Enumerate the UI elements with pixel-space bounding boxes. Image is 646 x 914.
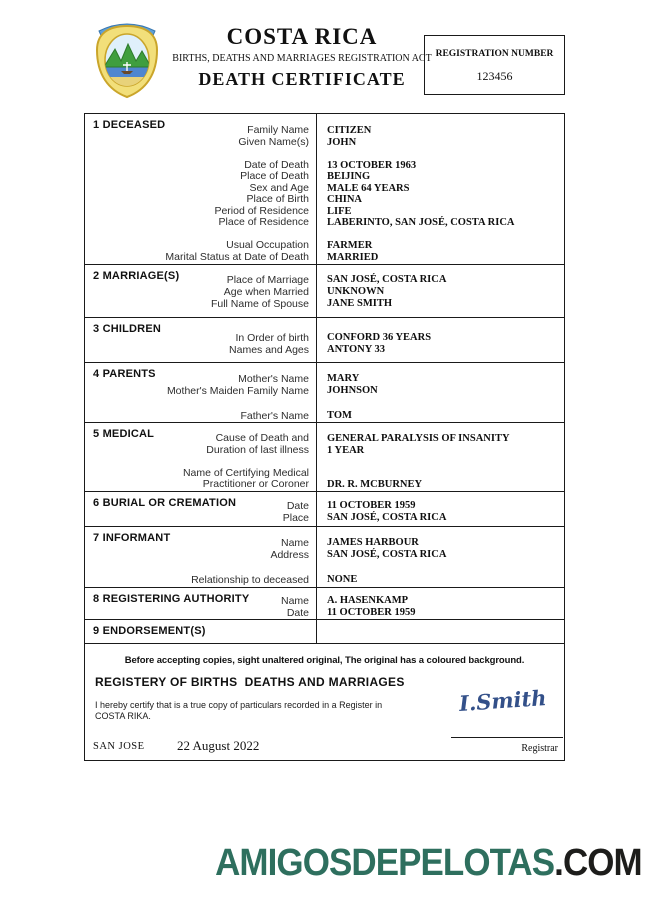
registry-title: REGISTERY OF BIRTHS DEATHS AND MARRIAGES xyxy=(95,675,405,689)
field-label: Relationship to deceased xyxy=(191,573,309,586)
field-value: UNKNOWN xyxy=(327,286,385,298)
certificate-table xyxy=(84,113,565,761)
act-subtitle: BIRTHS, DEATHS AND MARRIAGES REGISTRATION ACT xyxy=(172,53,432,64)
field-label: Age when Married xyxy=(223,286,309,299)
field-value: SAN JOSÉ, COSTA RICA xyxy=(327,549,447,561)
section-endorsements xyxy=(85,619,564,643)
section-title: 8 REGISTERING AUTHORITY xyxy=(93,593,250,605)
field-value: 11 OCTOBER 1959 xyxy=(327,607,416,619)
field-label: Place xyxy=(282,512,309,525)
section-parents xyxy=(85,362,564,422)
field-label: Full Name of Spouse xyxy=(210,298,309,311)
section-title: 6 BURIAL OR CREMATION xyxy=(93,497,237,509)
certify-text-line1: I hereby certify that is a true copy of particulars recorded in a Register in xyxy=(95,700,383,710)
field-value: JANE SMITH xyxy=(327,298,393,310)
costa-rica-emblem xyxy=(90,15,164,101)
field-value: MARY xyxy=(327,373,360,384)
field-label xyxy=(85,397,316,409)
field-value: CONFORD 36 YEARS xyxy=(327,332,432,343)
issue-date: 22 August 2022 xyxy=(177,738,260,753)
certification-footer xyxy=(85,643,564,760)
field-label: Date xyxy=(286,607,309,619)
field-value: SAN JOSÉ, COSTA RICA xyxy=(327,512,447,524)
field-value: DR. R. MCBURNEY xyxy=(327,479,423,491)
field-label: Practitioner or Coroner xyxy=(202,478,309,491)
field-label xyxy=(85,148,316,160)
field-label: Sex and Age xyxy=(249,181,309,194)
section-title: 1 DECEASED xyxy=(93,119,166,131)
field-label xyxy=(85,561,316,573)
field-label: Date of Death xyxy=(244,158,309,171)
registrar-label: Registrar xyxy=(521,743,558,754)
field-label: Date xyxy=(286,500,309,512)
field-label: Family Name xyxy=(247,124,309,136)
watermark-name: AMIGOSDEPELOTAS xyxy=(215,842,555,884)
field-label: Cause of Death and xyxy=(215,432,309,444)
field-value xyxy=(327,148,564,160)
field-label: Period of Residence xyxy=(214,204,309,217)
field-value: CHINA xyxy=(327,194,363,205)
field-value: BEIJING xyxy=(327,171,371,182)
section-deceased xyxy=(85,114,564,264)
registration-number-label: REGISTRATION NUMBER xyxy=(435,49,554,59)
field-value: NONE xyxy=(327,573,358,585)
field-value xyxy=(327,397,564,409)
field-value: 1 YEAR xyxy=(327,444,365,456)
certify-text-line2: COSTA RIKA. xyxy=(95,711,151,721)
field-value: JOHN xyxy=(327,136,357,148)
field-label: Father's Name xyxy=(240,409,309,422)
field-value xyxy=(327,456,564,468)
field-value: SAN JOSÉ, COSTA RICA xyxy=(327,274,447,285)
field-value: ANTONY 33 xyxy=(327,344,386,356)
field-label: Duration of last illness xyxy=(206,443,309,456)
section-marriages xyxy=(85,264,564,317)
field-value xyxy=(327,468,564,480)
field-value: LABERINTO, SAN JOSÉ, COSTA RICA xyxy=(327,217,515,228)
field-label: Name xyxy=(280,537,309,549)
copy-notice: Before accepting copies, sight unaltered original, The original has a coloured background. xyxy=(124,655,525,666)
issue-place: SAN JOSE xyxy=(93,741,145,752)
field-label: Name xyxy=(280,595,309,607)
field-value: JAMES HARBOUR xyxy=(327,537,419,548)
field-value: MALE 64 YEARS xyxy=(327,182,410,194)
section-title: 7 INFORMANT xyxy=(93,532,171,544)
field-label: Address xyxy=(270,549,309,562)
watermark-tld: .COM xyxy=(554,842,642,884)
field-value: A. HASENKAMP xyxy=(327,595,409,606)
field-value: CITIZEN xyxy=(327,125,372,136)
field-value: MARRIED xyxy=(327,251,379,263)
field-label: Place of Residence xyxy=(218,216,309,228)
signature-line xyxy=(451,737,563,738)
field-label: Usual Occupation xyxy=(226,239,309,251)
section-children xyxy=(85,317,564,362)
registrar-signature: I.Smith xyxy=(457,684,547,717)
section-title: 9 ENDORSEMENT(S) xyxy=(93,625,206,637)
field-label: Marital Status at Date of Death xyxy=(165,250,309,263)
registration-number-value: 123456 xyxy=(476,69,513,83)
field-value: TOM xyxy=(327,409,352,421)
field-value: LIFE xyxy=(327,205,352,217)
field-value: GENERAL PARALYSIS OF INSANITY xyxy=(327,433,510,444)
section-registering-authority xyxy=(85,587,564,619)
field-label: Place of Death xyxy=(240,170,309,182)
field-label: Names and Ages xyxy=(229,344,309,357)
section-burial-or-cremation xyxy=(85,491,564,526)
field-value: JOHNSON xyxy=(327,385,378,397)
field-label: Place of Birth xyxy=(246,193,309,205)
field-value: FARMER xyxy=(327,240,373,251)
section-title: 4 PARENTS xyxy=(93,368,156,380)
site-watermark xyxy=(215,842,642,885)
field-value xyxy=(327,561,564,573)
field-label: Mother's Maiden Family Name xyxy=(166,385,309,398)
field-label: Mother's Name xyxy=(238,373,309,385)
field-value: 13 OCTOBER 1963 xyxy=(327,159,417,171)
section-informant xyxy=(85,526,564,587)
field-value: 11 OCTOBER 1959 xyxy=(327,500,416,511)
field-label: Name of Certifying Medical xyxy=(182,466,309,479)
section-medical xyxy=(85,422,564,491)
registration-number-box xyxy=(424,35,565,95)
field-label: Given Name(s) xyxy=(238,135,309,148)
document-title: DEATH CERTIFICATE xyxy=(198,69,406,89)
field-value xyxy=(327,229,564,241)
field-label: In Order of birth xyxy=(235,332,309,344)
section-title: 2 MARRIAGE(S) xyxy=(93,270,180,282)
section-title: 5 MEDICAL xyxy=(93,428,155,440)
section-title: 3 CHILDREN xyxy=(93,323,162,335)
country-title: COSTA RICA xyxy=(226,24,378,49)
field-label: Place of Marriage xyxy=(226,274,309,286)
